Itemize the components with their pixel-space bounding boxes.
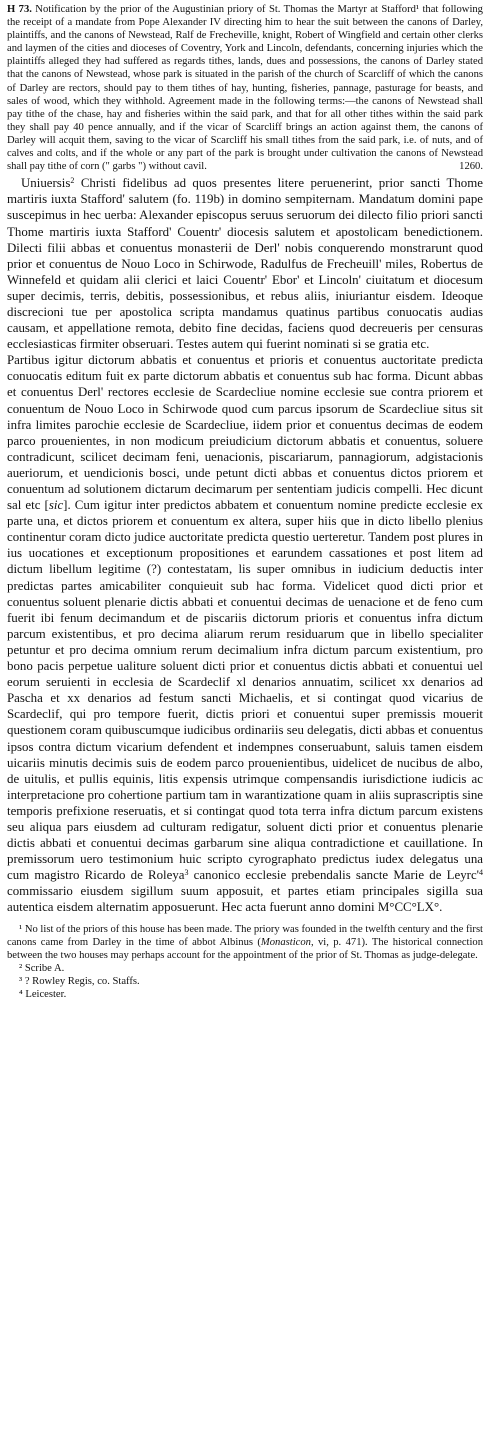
footnote-1-text-b: , vi, p. 471). The historical connection between the two houses may perhaps account for the appointment of the prior of St. Thomas as judge-delegate. (7, 936, 483, 961)
footnote-1 (7, 923, 483, 962)
entry-summary (7, 3, 483, 173)
latin-paragraph-1 (7, 175, 483, 352)
footnotes (7, 923, 483, 1002)
latin-p2-part-c: canonico ecclesie prebendalis sancte Marie de Leyrc' (188, 868, 479, 883)
footnote-ref-2: 2 (70, 176, 75, 186)
footnote-ref-3: 3 (184, 868, 189, 878)
latin-p1-start: Uniuersis (21, 176, 71, 191)
latin-p1-body: Christi fidelibus ad quos presentes litere peruenerint, prior sancti Thome martiris iuxta Stafford' salutem (fo. 119b) in domino sempiternam. Mandatum domini pape suscepimus in hec uerba: Alexander episcopus seruus seruorum dei dilecto filio priori sancti Thome martiris iuxta Stafford' Couentr' diocesis salutem et apostolicam benedictionem. Dilecti filii abbas et conuentus monasterii de Derl' nobis conquerendo monstrarunt quod prior et conuentus de Nouo Loco in Schirwode, Radulfus de Frecheuill' miles, Robertus de Winnefeld et quidam alii clerici et laici Couentr' Ebor' et Lincoln' ciuitatum et diocesum super decimis, terris, debitis, possessionibus, et rebus aliis, iniuriantur eisdem. Ideoque discrecioni tue per apostolica scripta mandamus quatinus partibus conuocatis audias causam, et appellatione remota, debito fine decidas, faciens quod decreueris per censuras ecclesiasticas firmiter obseruari. Testes autem qui fuerint nominati si se gratia etc. (7, 176, 483, 352)
footnote-1-text-a: No list of the priors of this house has been made. The priory was founded in the twelfth century and the first canons came from Darley in the time of abbot Albinus ( (7, 923, 484, 948)
latin-text (7, 175, 483, 915)
entry-date: 1260. (459, 161, 483, 173)
summary-text: Notification by the prior of the Augustinian priory of St. Thomas the Martyr at Stafford¹ that following the receipt of a mandate from Pope Alexander IV directing him to hear the suit between the canons of Darley, plaintiffs, and the canons of Newstead, Ralf de Frecheville, knight, Robert of Wingfield and certain other clerks and laymen of the cities and dioceses of Coventry, York and Lincoln, defendants, concerning injuries which the plaintiffs alleged they had suffered as regards tithes, lands, dues and possessions, the canons of Darley stated that the canons of Newstead, whose park is situated in the parish of the church of Scarcliff of which the canons of Darley are rectors, should pay to them tithes of hay, hunting, fisheries, pannage, pasturage for beasts, and sales of wood, which they withhold. Agreement made in the following terms:—the canons of Newstead shall pay tithe of the chase, hay and fisheries within the said park, and that for all other tithes within the said park they shall pay 40 pence annually, and if the vicar of Scarcliff brings an action against them, the canons of Darley will acquit them, saving to the vicar of Scarcliff his small tithes from the said park, i.e. of nuts, and of calves and colts, and if the whole or any part of the park is brought under cultivation the canons of Newstead shall pay tithe of corn (" garbs ") without cavil. (7, 4, 483, 173)
entry-number: H 73. (7, 4, 32, 15)
footnote-3: ³ ? Rowley Regis, co. Staffs. (19, 975, 140, 987)
latin-p2-part-a: Partibus igitur dictorum abbatis et conuentus et prioris et conuentus auctoritate predicta conuocatis editum fuit ex parte dictorum abbatis et conuentus sub hac forma. Dicunt abbas et conuentus Derl' rectores ecclesie de Scardecliue nomine ecclesie sue contra priorem et conuentum de Nouo Loco in Schirwode quod cum parcus ipsorum de Scardecliue situs sit infra limites parochie ecclesie de Scardecliue, iidem prior et conuentus decimas de eodem parco prouenientes, in non modicum preiudicium dictorum abbatis et conuentus, soluere contradicunt, scilicet decimam feni, uenacionis, piscariarum, pannagiorum, adgistacionis aueriorum, et uendicionis bosci, unde petunt dicti abbas et conuentus dictos priorem et conuentum ad solutionem dictarum decimarum per sententiam judicis compelli. Hec dicunt sal etc [ (7, 353, 483, 513)
footnote-1-mark: ¹ (19, 923, 23, 935)
footnote-1-italic: Monasticon (260, 936, 311, 948)
sic-marker: sic (48, 498, 64, 513)
footnote-4: ⁴ Leicester. (19, 989, 67, 1000)
latin-p2-part-d: commissario eiusdem sigillum suum apposuit, et partes etiam principales sigilla sua autentica eisdem alternatim apposuerunt. Hec acta fuerunt anno domini M°CC°LX°. (7, 884, 483, 915)
footnote-ref-4: 4 (479, 868, 483, 878)
footnote-2: ² Scribe A. (19, 962, 65, 974)
latin-paragraph-2 (7, 352, 483, 915)
latin-p2-part-b: ]. Cum igitur inter predictos abbatem et conuentum nomine predicte ecclesie ex parte una, et dictos priorem et conuentum ex altera, super hiis que in dicto libello plenius continentur coram dicto judice auctoritate predicta questio uerteretur. Tandem post plures in ius uocationes et exceptionum propositiones et earundem cassationes et post litem ad dictum libellum legitime (?) contestatam, lis super omnibus in iudicium deductis inter predictas partes amicabiliter conquieuit sub hac forma. Videlicet quod dicti prior et conuentus soluent plenarie dictis abbati et conuentui decimas de uenacione et de feno cum fuerit ibi fenum decimandum et de piscariis dictorum prioris et conuentus infra dictum parcum existentibus, et pro decima aliarum rerum residuarum que in libello specialiter petuntur et pro decima omnium rerum decimalium infra dictum parcum existentium, pro bono pacis perpetue ualiture soluent dicti prior et conuentus dictis abbati et conuentui uel eorum seruienti in ecclesia de Scardeclif xl denarios annuatim, scilicet xx denarios ad Pascha et xx denarios ad festum sancti Michaelis, et si contingat quod vicarius de Scardeclif, qui pro tempore fuerit, dictis priori et conuentui super premissis mouerit questionem coram quibuscumque iudicibus ordinariis seu delegatis, dicti abbas et conuentus ipsos contra dictum vicarium defendent et indempnes conseruabunt, saluis tamen eisdem uicariis minutis decimis suis de eodem parco prouenientibus, uidelicet de nucibus de albo, de uitulis, et pullis equinis, litis expensis utrimque compensandis iurisdictione iudicis ac interpretacione pro cohertione partium tam in warantizatione quam in aliis suprascriptis sine temporis prefixione reseruatis, et si contingat quod tota terra infra dictum parcum existens seu aliqua pars eiusdem ad culturam redigatur, soluent dicti prior et conuentus plenarie dictis abbati et conuentui decimas garbarum sine aliqua contradictione et cauillatione. In premissorum uero testimonium huic scripto cyrographato predictus iudex delegatus una cum magistro Ricardo de Roleya (7, 498, 483, 883)
